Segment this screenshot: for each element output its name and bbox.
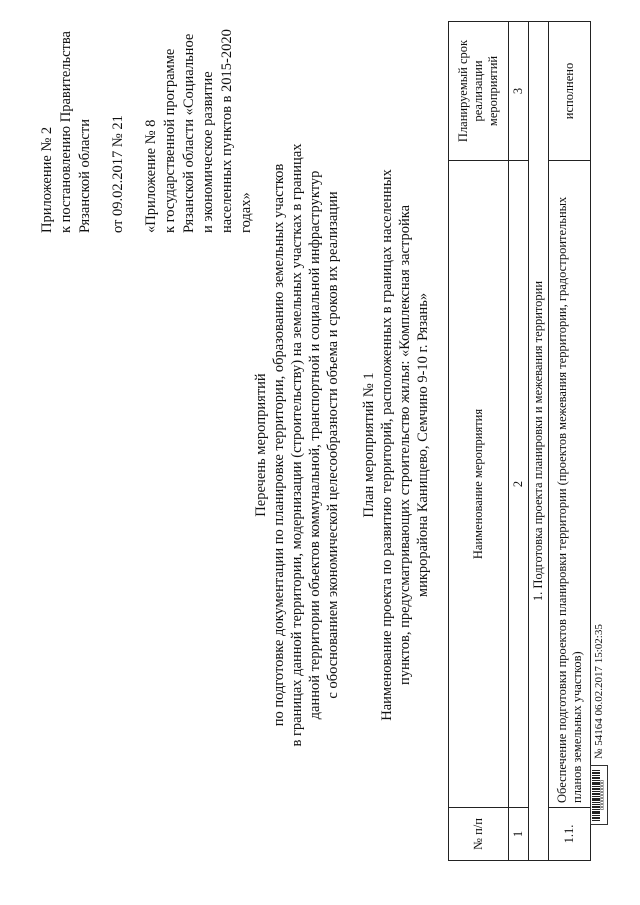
plan-description: микрорайона Канищево, Семчино 9-10 г. Рязань»	[415, 292, 431, 598]
title-line: по подготовке документации по планировке территории, образованию земельных участков	[271, 163, 287, 727]
index-cell: 2	[509, 161, 529, 808]
barcode-icon	[590, 765, 608, 825]
row-measure-name: Обеспечение подготовки проектов планировки территории (проектов межевания территории, градостроительных планов земельных участков)	[549, 161, 591, 808]
appendix-number: Приложение № 2	[39, 126, 55, 233]
registration-number: № 54164 06.02.2017 15:02:35	[593, 624, 605, 759]
plan-number: План мероприятий № 1	[361, 372, 377, 518]
title-line: с обоснованием экономической целесообразности объема и сроков их реализации	[325, 191, 341, 699]
header-cell-number: № п/п	[449, 808, 509, 861]
table-section-row	[529, 22, 549, 861]
plan-description: Наименование проекта по развитию территорий, расположенных в границах населенных	[379, 169, 395, 721]
title-line: Перечень мероприятий	[253, 373, 269, 517]
barcode-bars	[592, 769, 600, 821]
row-number: 1.1.	[549, 808, 591, 861]
header-cell-term: Планируемый срок реализации мероприятий	[449, 22, 509, 161]
program-reference: и экономическое развитие	[200, 71, 216, 233]
decree-reference: к постановлению Правительства	[58, 31, 74, 233]
program-reference: населенных пунктов в 2015-2020	[219, 29, 235, 233]
program-reference: «Приложение № 8	[143, 119, 159, 233]
program-reference: годах»	[238, 192, 254, 233]
program-reference: к государственной программе	[162, 48, 178, 233]
index-cell: 3	[509, 22, 529, 161]
table-index-row	[509, 22, 529, 861]
plan-description: пунктов, предусматривающих строительство жилья: «Комплексная застройка	[397, 205, 413, 686]
decree-reference: Рязанской области	[77, 119, 93, 233]
index-cell: 1	[509, 808, 529, 861]
program-reference: Рязанской области «Социальное	[181, 33, 197, 233]
registration-stamp	[590, 624, 608, 825]
section-title: 1. Подготовка проекта планировки и межевания территории	[529, 22, 549, 861]
title-line: данной территории объектов коммунальной, транспортной и социальной инфраструктур	[307, 170, 323, 720]
table-row	[549, 22, 591, 861]
plan-heading	[360, 65, 432, 825]
decree-date: от 09.02.2017 № 21	[110, 115, 126, 233]
appendix-header	[38, 13, 256, 233]
title-line: в границах данной территории, модернизации (строительству) на земельных участках в границах	[289, 143, 305, 747]
table-header-row	[449, 22, 509, 861]
row-term: исполнено	[549, 22, 591, 161]
barcode-number: 0000000000	[599, 780, 606, 810]
header-cell-name: Наименование мероприятия	[449, 161, 509, 808]
measures-table	[448, 21, 591, 861]
document-title	[252, 65, 342, 825]
